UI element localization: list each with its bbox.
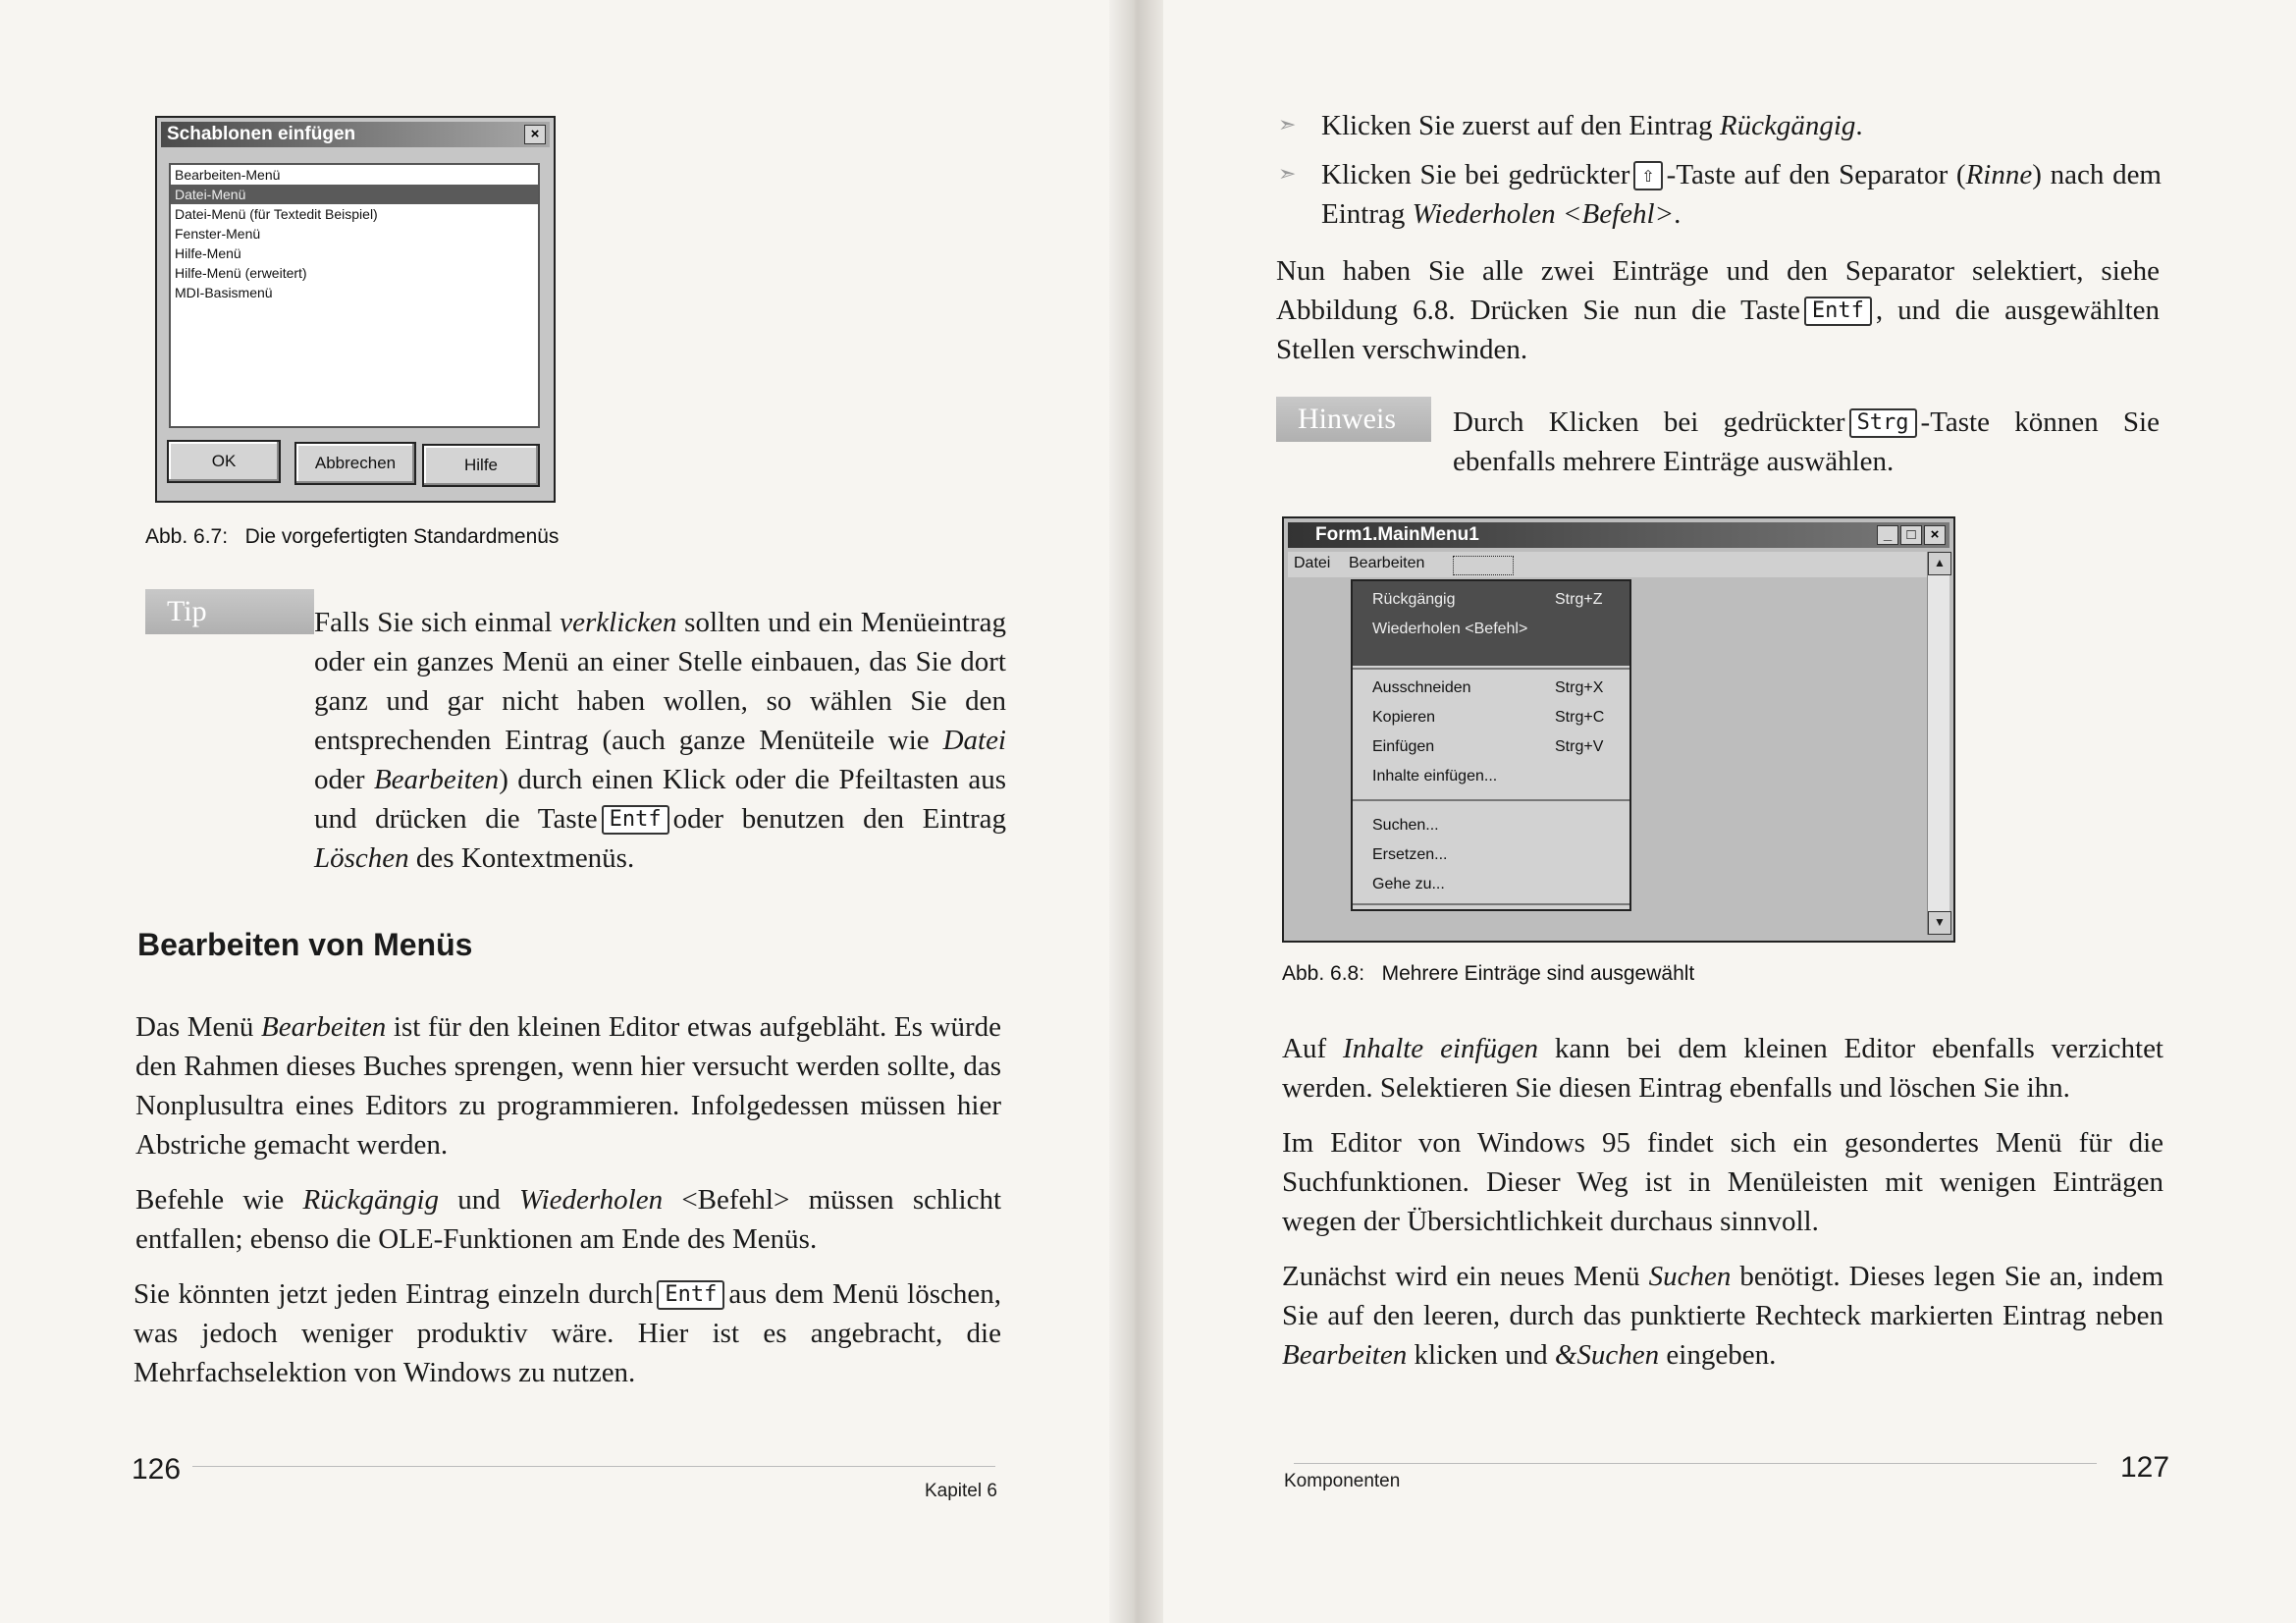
tip-text bbox=[314, 603, 1006, 878]
figure-caption-6-8 bbox=[1282, 962, 1694, 986]
text-run: , und die ausgewählten Stellen verschwinden. bbox=[1276, 295, 2161, 365]
key-entf: Entf bbox=[602, 805, 669, 835]
text-run-italic: Löschen bbox=[314, 842, 409, 874]
dialog-titlebar bbox=[161, 122, 550, 147]
menu-item-inhalte-einfuegen[interactable]: Inhalte einfügen... bbox=[1372, 768, 1498, 784]
minimize-icon[interactable]: _ bbox=[1877, 525, 1898, 545]
menubar-item-datei[interactable]: Datei bbox=[1294, 555, 1331, 571]
paragraph-r4 bbox=[1282, 1257, 2163, 1375]
bullet-1 bbox=[1321, 106, 2165, 145]
text-run: . bbox=[1855, 110, 1863, 141]
paragraph-r2 bbox=[1282, 1029, 2163, 1108]
text-run: klicken und bbox=[1407, 1339, 1555, 1371]
text-run-italic: Inhalte einfügen bbox=[1343, 1033, 1538, 1064]
menu-item-rueckgaengig[interactable]: Rückgängig bbox=[1372, 591, 1456, 608]
scrollbar-vertical[interactable] bbox=[1927, 552, 1949, 935]
menu-item-ersetzen[interactable]: Ersetzen... bbox=[1372, 846, 1448, 863]
paragraph-r3 bbox=[1282, 1123, 2163, 1241]
scroll-up-icon[interactable]: ▲ bbox=[1928, 552, 1951, 575]
text-run: ) nach dem Eintrag bbox=[1321, 159, 2162, 230]
dialog-title: Schablonen einfügen bbox=[167, 124, 356, 144]
text-run: benötigt. Dieses legen Sie an, indem Sie auf den leeren, durch das punktierte Rechteck markierten Eintrag neben bbox=[1282, 1261, 2163, 1331]
text-run: ) durch einen Klick oder die Pfeiltasten aus und drücken die Taste bbox=[314, 764, 1007, 835]
template-dialog bbox=[155, 116, 556, 503]
shortcut-strg-c: Strg+C bbox=[1555, 709, 1605, 726]
caption-text: Mehrere Einträge sind ausgewählt bbox=[1381, 962, 1695, 985]
close-icon[interactable]: × bbox=[524, 125, 546, 144]
window-title: Form1.MainMenu1 bbox=[1315, 524, 1479, 545]
scroll-down-icon[interactable]: ▼ bbox=[1928, 911, 1951, 935]
text-run: Im Editor von Windows 95 findet sich ein gesondertes Menü für die Suchfunktionen. Dieser Weg ist in Menüleisten mit wenigen Einträgen wegen der Übersichtlichkeit durchaus sinnvoll. bbox=[1282, 1127, 2163, 1237]
text-run: kann bei dem kleinen Editor ebenfalls verzichtet werden. Selektieren Sie diesen Eintrag ebenfalls und löschen Sie ihn. bbox=[1282, 1033, 2163, 1104]
paragraph-2 bbox=[135, 1180, 1001, 1259]
text-run: Das Menü bbox=[135, 1011, 262, 1043]
list-item[interactable]: Bearbeiten-Menü bbox=[175, 167, 281, 183]
footer-rule-left bbox=[192, 1466, 995, 1467]
menu-separator bbox=[1353, 799, 1629, 801]
paragraph-r1 bbox=[1276, 251, 2160, 369]
text-run: Sie könnten jetzt jeden Eintrag einzeln durch bbox=[133, 1278, 654, 1310]
caption-label: Abb. 6.7: bbox=[145, 525, 229, 548]
text-run: Durch Klicken bei gedrückter bbox=[1453, 406, 1845, 438]
text-run-italic: Wiederholen <Befehl> bbox=[1412, 198, 1675, 230]
section-label: Komponenten bbox=[1284, 1471, 1401, 1491]
bullet-icon: ➣ bbox=[1278, 161, 1297, 186]
text-run: ist für den kleinen Editor etwas aufgebläht. Es würde den Rahmen dieses Buches sprengen, wenn hier versucht werden sollte, das Nonplusultra eines Editors zu programmieren. Infolgedessen müssen hier Abstriche gemacht werden. bbox=[135, 1011, 1001, 1161]
tip-badge: Tip bbox=[145, 589, 314, 634]
list-item[interactable]: Hilfe-Menü bbox=[175, 245, 241, 261]
text-run-italic: Rückgängig bbox=[1719, 110, 1856, 141]
shortcut-strg-v: Strg+V bbox=[1555, 738, 1604, 755]
text-run: und bbox=[439, 1184, 520, 1216]
text-run: Klicken Sie zuerst auf den Eintrag bbox=[1321, 110, 1720, 141]
menu-editor-window bbox=[1282, 516, 1955, 943]
maximize-icon[interactable]: □ bbox=[1900, 525, 1922, 545]
page-number-right: 127 bbox=[2120, 1451, 2170, 1484]
paragraph-3 bbox=[133, 1274, 1001, 1392]
text-run: aus dem Menü löschen, was jedoch weniger produktiv wäre. Hier ist es angebracht, die Mehrfachselektion von Windows zu nutzen. bbox=[133, 1278, 1001, 1388]
text-run-italic: Bearbeiten bbox=[261, 1011, 387, 1043]
list-item[interactable]: Hilfe-Menü (erweitert) bbox=[175, 265, 307, 281]
ok-button[interactable]: OK bbox=[167, 440, 281, 483]
shortcut-strg-z: Strg+Z bbox=[1555, 591, 1603, 608]
list-item[interactable]: MDI-Basismenü bbox=[175, 285, 273, 300]
shortcut-strg-x: Strg+X bbox=[1555, 679, 1604, 696]
text-run: <Befehl> müssen schlicht entfallen; ebenso die OLE-Funktionen am Ende des Menüs. bbox=[135, 1184, 1002, 1255]
text-run: Auf bbox=[1282, 1033, 1344, 1064]
figure-caption-6-7 bbox=[145, 525, 559, 549]
text-run-italic: Rückgängig bbox=[302, 1184, 440, 1216]
hint-text bbox=[1453, 403, 2160, 481]
caption-text: Die vorgefertigten Standardmenüs bbox=[244, 525, 560, 548]
text-run: Nun haben Sie alle zwei Einträge und den Separator selektiert, siehe Abbildung 6.8. Drücken Sie nun die Taste bbox=[1276, 255, 2160, 326]
text-run: oder benutzen den Eintrag bbox=[672, 803, 1006, 835]
text-run: oder bbox=[314, 764, 374, 795]
menu-item-kopieren[interactable]: Kopieren bbox=[1372, 709, 1436, 726]
text-run: des Kontextmenüs. bbox=[408, 842, 635, 874]
key-entf: Entf bbox=[1804, 297, 1872, 326]
text-run: Falls Sie sich einmal bbox=[314, 607, 561, 638]
text-run: Klicken Sie bei gedrückter bbox=[1321, 159, 1630, 190]
paragraph-1 bbox=[135, 1007, 1001, 1164]
bullet-2 bbox=[1321, 155, 2162, 234]
menu-separator bbox=[1353, 668, 1629, 670]
template-list[interactable] bbox=[169, 163, 540, 428]
list-item[interactable]: Datei-Menü (für Textedit Beispiel) bbox=[175, 206, 378, 222]
window-titlebar bbox=[1288, 522, 1949, 548]
text-run: -Taste können Sie ebenfalls mehrere Einträge auswählen. bbox=[1453, 406, 2160, 477]
text-run: Zunächst wird ein neues Menü bbox=[1282, 1261, 1649, 1292]
list-item-selected[interactable]: Datei-Menü bbox=[171, 185, 538, 204]
close-icon[interactable]: × bbox=[1924, 525, 1946, 545]
bullet-icon: ➣ bbox=[1278, 112, 1297, 136]
help-button[interactable]: Hilfe bbox=[422, 444, 540, 487]
text-run: -Taste auf den Separator ( bbox=[1666, 159, 1966, 190]
caption-label: Abb. 6.8: bbox=[1282, 962, 1365, 985]
section-heading: Bearbeiten von Menüs bbox=[137, 927, 473, 962]
text-run-italic: Wiederholen bbox=[519, 1184, 664, 1216]
menubar bbox=[1288, 552, 1930, 577]
text-run: sollten und ein Menüeintrag oder ein ganzes Menü an einer Stelle einbauen, das Sie dort ganz und gar nicht haben wollen, so wählen Sie den entsprechenden Eintrag (auch ganze Menüteile wie bbox=[314, 607, 1006, 756]
menu-item-ausschneiden[interactable]: Ausschneiden bbox=[1372, 679, 1471, 696]
key-strg: Strg bbox=[1849, 408, 1917, 438]
text-run: eingeben. bbox=[1659, 1339, 1777, 1371]
menu-item-einfuegen[interactable]: Einfügen bbox=[1372, 738, 1435, 755]
empty-menu-placeholder[interactable] bbox=[1453, 556, 1514, 575]
cancel-button[interactable]: Abbrechen bbox=[294, 442, 416, 485]
text-run-italic: verklicken bbox=[560, 607, 677, 638]
key-shift: ⇧ bbox=[1633, 161, 1662, 190]
page-number-left: 126 bbox=[132, 1453, 182, 1486]
text-run: . bbox=[1674, 198, 1682, 230]
key-entf: Entf bbox=[657, 1280, 724, 1310]
menu-item-wiederholen[interactable]: Wiederholen <Befehl> bbox=[1372, 621, 1528, 637]
text-run-italic: Bearbeiten bbox=[1282, 1339, 1408, 1371]
text-run: Befehle wie bbox=[135, 1184, 303, 1216]
text-run-italic: &Suchen bbox=[1554, 1339, 1660, 1371]
list-item[interactable]: Fenster-Menü bbox=[175, 226, 261, 242]
hint-badge: Hinweis bbox=[1276, 397, 1431, 442]
chapter-label: Kapitel 6 bbox=[925, 1481, 997, 1501]
book-gutter bbox=[1109, 0, 1163, 1623]
bearbeiten-dropdown bbox=[1351, 579, 1631, 911]
menu-item-gehe-zu[interactable]: Gehe zu... bbox=[1372, 876, 1445, 893]
menu-separator bbox=[1353, 903, 1629, 905]
text-run-italic: Datei bbox=[942, 725, 1006, 756]
menu-item-suchen[interactable]: Suchen... bbox=[1372, 817, 1439, 834]
text-run-italic: Suchen bbox=[1648, 1261, 1732, 1292]
text-run-italic: Bearbeiten bbox=[373, 764, 500, 795]
footer-rule-right bbox=[1294, 1463, 2097, 1464]
text-run-italic: Rinne bbox=[1965, 159, 2033, 190]
menubar-item-bearbeiten[interactable]: Bearbeiten bbox=[1349, 555, 1425, 571]
